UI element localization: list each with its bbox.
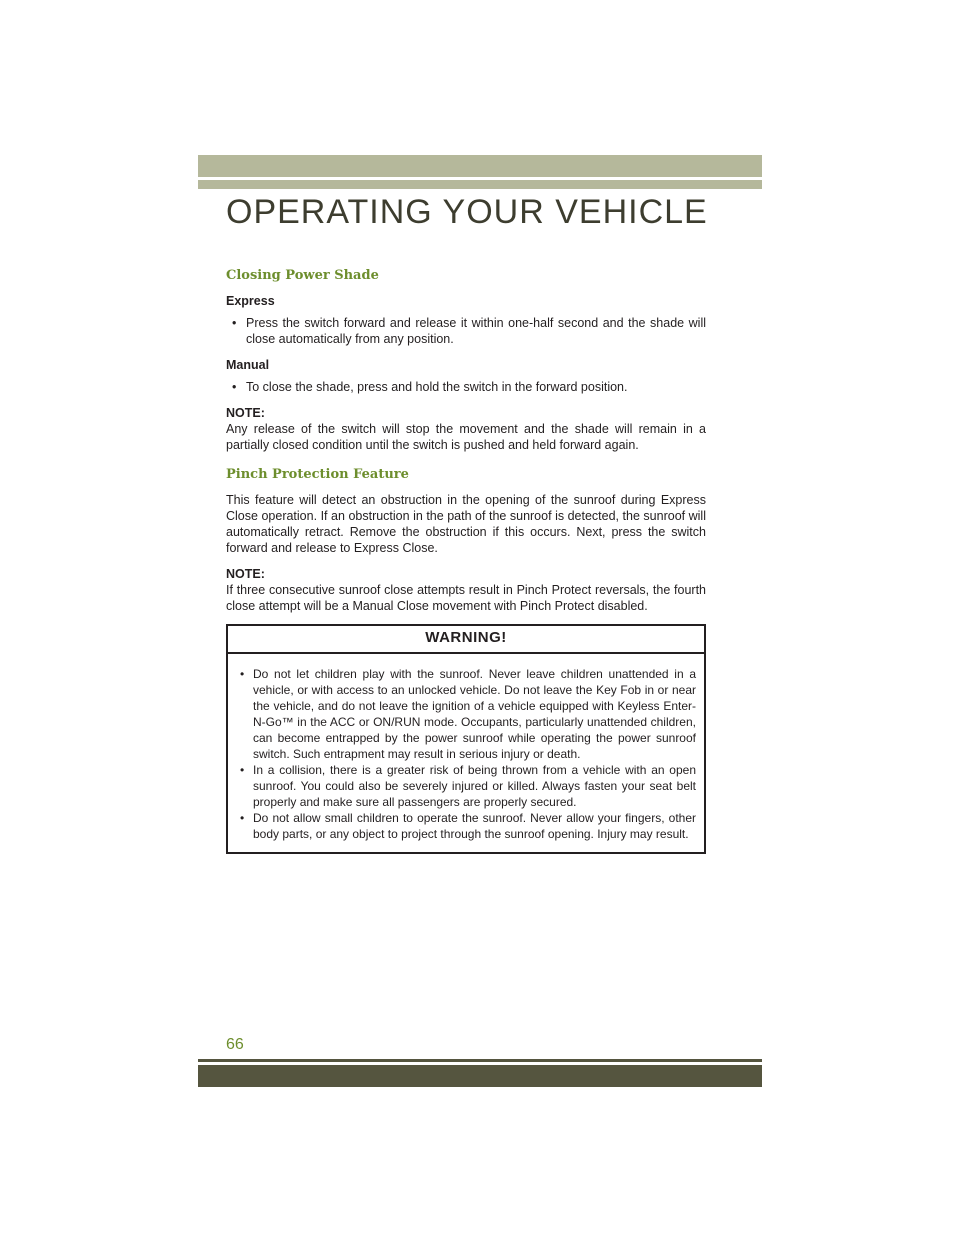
express-text: Press the switch forward and release it within one-half second and the shade will close automatically from any position. (246, 316, 706, 346)
bullet-icon: • (240, 763, 245, 777)
pinch-note-label: NOTE: (226, 567, 265, 581)
manual-bullet (226, 379, 706, 395)
manual-label: Manual (226, 358, 270, 372)
header-band (198, 155, 762, 177)
express-bullet (226, 315, 706, 347)
bullet-icon: • (232, 380, 237, 394)
pinch-body: This feature will detect an obstruction in the opening of the sunroof during Express Close operation. If an obstruction in the path of the sunroof is detected, the sunroof will automatically retract. Remove the obstruction if this occurs. Next, press the switch forward and release to Express Close. (226, 493, 706, 555)
warning-divider (228, 652, 704, 654)
footer-rule (198, 1059, 762, 1062)
footer-band (198, 1065, 762, 1087)
page-title: OPERATING YOUR VEHICLE (226, 193, 708, 231)
bullet-icon: • (240, 667, 245, 681)
warning-item-text: Do not let children play with the sunroof. Never leave children unattended in a vehicle, or with access to an unlocked vehicle. Do not leave the Key Fob in or near the vehicle, and do not leave the ignition of a vehicle equipped with Keyless Enter-N-Go™ in the ACC or ON/RUN mode. Occupants, particularly unattended children, can become entrapped by the power sunroof while operating the power sunroof switch. Such entrapment may result in serious injury or death. (253, 667, 696, 761)
note-text: Any release of the switch will stop the movement and the shade will remain in a partially closed condition until the switch is pushed and held forward again. (226, 422, 706, 452)
express-label: Express (226, 294, 275, 308)
pinch-protection-heading: Pinch Protection Feature (226, 467, 409, 482)
manual-text: To close the shade, press and hold the switch in the forward position. (246, 380, 628, 394)
warning-item (236, 762, 696, 810)
warning-item-text: In a collision, there is a greater risk of being thrown from a vehicle with an open sunroof. You could also be severely injured or killed. Always fasten your seat belt properly and make sure all passengers are properly secured. (253, 763, 696, 809)
bullet-icon: • (232, 316, 237, 330)
note-label: NOTE: (226, 406, 265, 420)
pinch-note-text: If three consecutive sunroof close attempts result in Pinch Protect reversals, the fourth close attempt will be a Manual Close movement with Pinch Protect disabled. (226, 583, 706, 613)
page-number: 66 (226, 1036, 244, 1053)
warning-item (236, 666, 696, 762)
warning-list (228, 666, 704, 842)
warning-item (236, 810, 696, 842)
bullet-icon: • (240, 811, 245, 825)
page-content (226, 268, 706, 854)
warning-item-text: Do not allow small children to operate the sunroof. Never allow your fingers, other body parts, or any object to project through the sunroof opening. Injury may result. (253, 811, 696, 841)
warning-box (226, 624, 706, 854)
warning-title: WARNING! (425, 629, 507, 646)
closing-power-shade-heading: Closing Power Shade (226, 268, 379, 283)
